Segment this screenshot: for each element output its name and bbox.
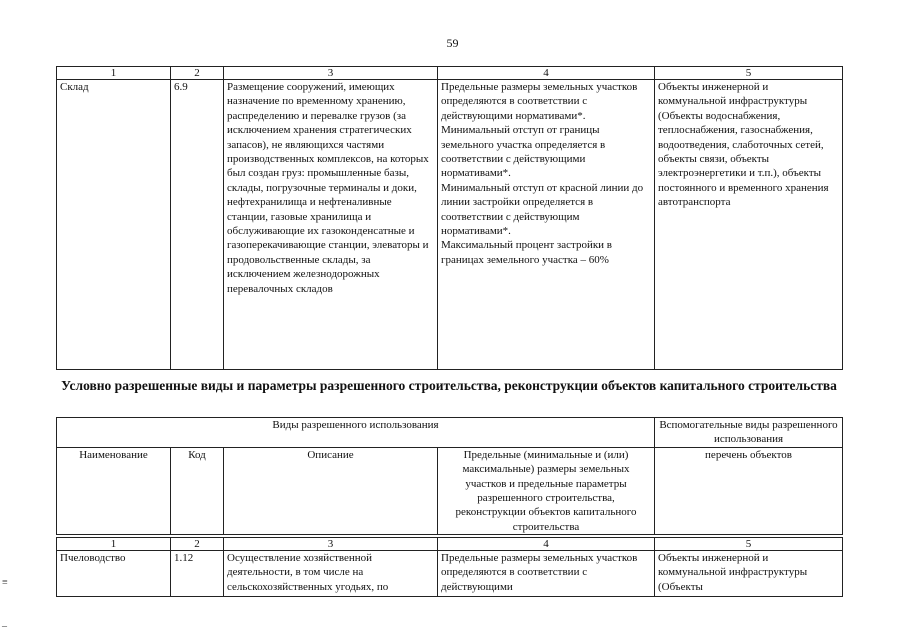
- header-name: Наименование: [57, 447, 171, 534]
- auxiliary-uses-cell: Объекты инженерной и коммунальной инфраструктуры (Объекты водоснабжения, теплоснабжения, газоснабжения, водоотведения, слаботочных сетей, объекты связи, объекты электроэнергетики и т.п.), объекты постоянного и временного хранения автотранспорта: [655, 80, 843, 370]
- column-number: 1: [57, 538, 171, 551]
- group-header: Виды разрешенного использования: [57, 418, 655, 448]
- column-number: 5: [655, 538, 843, 551]
- column-number: 4: [438, 67, 655, 80]
- use-description-cell: Осуществление хозяйственной деятельности, в том числе на сельскохозяйственных угодьях, по: [224, 551, 438, 597]
- column-number-row: [57, 538, 843, 551]
- table-row: [57, 551, 843, 597]
- parameter-item: Минимальный отступ от границы земельного участка определяется в соответствии с действующими нормативами*.: [441, 124, 606, 180]
- column-header-row: [57, 447, 843, 534]
- page-number: 59: [446, 36, 459, 50]
- parameter-item: Максимальный процент застройки в границах земельного участка – 60%: [441, 239, 612, 266]
- permitted-uses-table: [56, 66, 843, 370]
- use-description-cell: Размещение сооружений, имеющих назначение по временному хранению, распределению и перевалке грузов (за исключением хранения стратегических запасов), не являющихся частями производственных комплексов, на которых был создан груз: промышленные базы, склады, погрузочные терминалы и доки, нефтехранилища и нефтеналивные станции, газовые хранилища и обслуживающие их газоконденсатные и газоперекачивающие станции, элеваторы и продовольственные склады, за исключением железнодорожных перевалочных складов: [224, 80, 438, 370]
- use-code-cell: 1.12: [171, 551, 224, 597]
- auxiliary-uses-cell: Объекты инженерной и коммунальной инфраструктуры (Объекты: [655, 551, 843, 597]
- use-name-cell: Склад: [57, 80, 171, 370]
- use-code-cell: 6.9: [171, 80, 224, 370]
- header-parameters: Предельные (минимальные и (или) максимальные) размеры земельных участков и предельные параметры разрешенного строительства, реконструкции объектов капитального строительства: [438, 447, 655, 534]
- column-number: 3: [224, 538, 438, 551]
- column-number: 5: [655, 67, 843, 80]
- group-header-row: [57, 418, 843, 448]
- parameter-item: Минимальный отступ от красной линии до линии застройки определяется в соответствии с действующим нормативами*.: [441, 181, 644, 238]
- header-auxiliary: перечень объектов: [655, 447, 843, 534]
- use-parameters-cell: [438, 80, 655, 370]
- header-code: Код: [171, 447, 224, 534]
- use-parameters-cell: Предельные размеры земельных участков определяются в соответствии с действующими: [438, 551, 655, 597]
- table-row: [57, 80, 843, 370]
- header-description: Описание: [224, 447, 438, 534]
- conditional-uses-table: [56, 537, 843, 597]
- parameter-item: Предельные размеры земельных участков определяются в соответствии с действующими нормативами*.: [441, 81, 638, 122]
- margin-mark: –: [2, 621, 7, 632]
- column-number: 1: [57, 67, 171, 80]
- aux-group-header: Вспомогательные виды разрешенного использования: [655, 418, 843, 448]
- column-number: 2: [171, 538, 224, 551]
- column-number: 2: [171, 67, 224, 80]
- use-name-cell: Пчеловодство: [57, 551, 171, 597]
- section-title: Условно разрешенные виды и параметры разрешенного строительства, реконструкции объектов капитального строительства: [61, 378, 837, 393]
- column-number: 3: [224, 67, 438, 80]
- column-number: 4: [438, 538, 655, 551]
- conditional-uses-header-table: [56, 417, 843, 535]
- column-number-row: [57, 67, 843, 80]
- margin-mark: ≡: [2, 577, 8, 588]
